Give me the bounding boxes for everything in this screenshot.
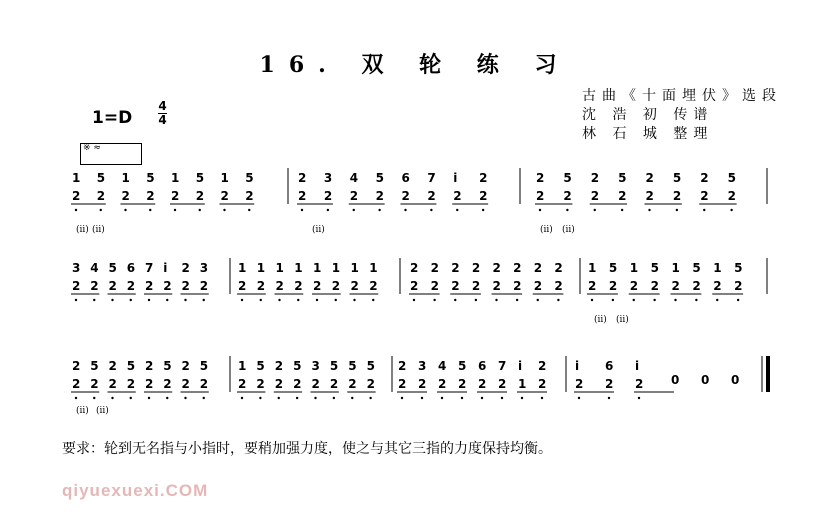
lower-note: 2	[608, 279, 618, 293]
lower-note: 2	[220, 189, 229, 203]
low-octave-dot	[259, 397, 261, 399]
low-octave-dot	[501, 397, 503, 399]
low-octave-dot	[537, 299, 539, 301]
upper-note: 6	[401, 171, 410, 185]
rest-note: 0	[671, 373, 680, 387]
upper-note: 5	[126, 359, 136, 373]
lower-note: 2	[294, 279, 303, 293]
lower-note: 2	[238, 377, 247, 391]
upper-note: 5	[348, 359, 357, 373]
low-octave-dot	[203, 299, 205, 301]
upper-note: 5	[245, 171, 254, 185]
lower-note: 2	[96, 189, 106, 203]
lower-note: 2	[72, 377, 81, 391]
lower-note: 2	[533, 279, 543, 293]
upper-note: 3	[199, 261, 209, 275]
lower-note: 2	[256, 279, 266, 293]
low-octave-dot	[184, 299, 186, 301]
low-octave-dot	[75, 299, 77, 301]
low-octave-dot	[100, 209, 102, 211]
lower-note: 2	[479, 189, 488, 203]
upper-note: i	[453, 171, 458, 185]
low-octave-dot	[278, 299, 280, 301]
low-octave-dot	[148, 397, 150, 399]
lower-note: 2	[498, 377, 507, 391]
lower-note: 2	[492, 279, 501, 293]
credit-editor: 林 石 城 整理	[582, 126, 714, 142]
fingering-label: (ⅱ)	[96, 406, 109, 416]
lower-note: 2	[349, 189, 359, 203]
lower-note: 2	[538, 377, 547, 391]
low-octave-dot	[297, 299, 299, 301]
low-octave-dot	[241, 299, 243, 301]
upper-note: 1	[713, 261, 722, 275]
rest-note: 0	[701, 373, 710, 387]
lower-note: 2	[692, 279, 701, 293]
upper-note: 2	[181, 359, 190, 373]
lower-note: 2	[536, 189, 545, 203]
upper-note: 5	[375, 171, 384, 185]
low-octave-dot	[149, 209, 151, 211]
upper-note: 5	[734, 261, 743, 275]
low-octave-dot	[621, 209, 623, 211]
lower-note: 2	[590, 189, 600, 203]
lower-note: 2	[471, 279, 481, 293]
lower-note: 2	[418, 377, 427, 391]
lower-note: 2	[727, 189, 736, 203]
low-octave-dot	[130, 299, 132, 301]
low-octave-dot	[566, 209, 568, 211]
upper-note: 3	[311, 359, 320, 373]
upper-note: 1	[294, 261, 303, 275]
upper-note: 1	[629, 261, 639, 275]
fingering-label: (ⅱ)	[594, 315, 607, 325]
low-octave-dot	[75, 209, 77, 211]
lower-note: 2	[398, 377, 407, 391]
low-octave-dot	[591, 299, 593, 301]
upper-note: 2	[181, 261, 190, 275]
low-octave-dot	[539, 209, 541, 211]
upper-note: i	[635, 359, 640, 373]
low-octave-dot	[184, 397, 186, 399]
upper-note: 5	[293, 359, 302, 373]
low-octave-dot	[737, 299, 739, 301]
fingering-label: (ⅱ)	[562, 225, 575, 235]
upper-note: 7	[498, 359, 507, 373]
low-octave-dot	[516, 299, 518, 301]
low-octave-dot	[703, 209, 705, 211]
piece-title: 16. 双 轮 练 习	[259, 52, 571, 78]
upper-note: 2	[451, 261, 460, 275]
low-octave-dot	[638, 397, 640, 399]
upper-note: i	[575, 359, 580, 373]
lower-note: 2	[629, 279, 639, 293]
upper-note: 1	[331, 261, 341, 275]
low-octave-dot	[124, 209, 126, 211]
low-octave-dot	[93, 299, 95, 301]
upper-note: 1	[275, 261, 284, 275]
lower-note: 2	[700, 189, 709, 203]
low-octave-dot	[333, 397, 335, 399]
lower-note: 2	[672, 189, 682, 203]
low-octave-dot	[314, 397, 316, 399]
low-octave-dot	[166, 397, 168, 399]
low-octave-dot	[695, 299, 697, 301]
lower-note: 2	[163, 279, 172, 293]
upper-note: 1	[313, 261, 322, 275]
upper-note: 2	[72, 359, 81, 373]
lower-note: 2	[145, 377, 154, 391]
low-octave-dot	[248, 209, 250, 211]
low-octave-dot	[351, 397, 353, 399]
low-octave-dot	[353, 299, 355, 301]
lower-note: 2	[369, 279, 378, 293]
upper-note: 7	[145, 261, 154, 275]
low-octave-dot	[199, 209, 201, 211]
low-octave-dot	[433, 299, 435, 301]
lower-note: 2	[713, 279, 722, 293]
upper-note: 2	[108, 359, 117, 373]
upper-note: 1	[350, 261, 359, 275]
low-octave-dot	[401, 397, 403, 399]
upper-note: 2	[533, 261, 543, 275]
upper-note: 3	[72, 261, 81, 275]
low-octave-dot	[327, 209, 329, 211]
upper-note: 2	[274, 359, 284, 373]
lower-note: 2	[171, 189, 180, 203]
upper-note: 1	[256, 261, 266, 275]
upper-note: 5	[96, 171, 106, 185]
technique-mark-box: ※ ≈	[80, 143, 142, 165]
low-octave-dot	[335, 299, 337, 301]
lower-note: 2	[635, 377, 644, 391]
low-octave-dot	[594, 209, 596, 211]
fingering-label: (ⅱ)	[616, 315, 629, 325]
lower-note: 2	[650, 279, 659, 293]
fingering-label: (ⅱ)	[76, 406, 89, 416]
upper-note: 1	[369, 261, 378, 275]
low-octave-dot	[730, 209, 732, 211]
upper-note: 2	[590, 171, 600, 185]
lower-note: 2	[478, 377, 487, 391]
low-octave-dot	[296, 397, 298, 399]
upper-note: i	[518, 359, 523, 373]
lower-note: 2	[90, 377, 99, 391]
lower-note: 2	[293, 377, 302, 391]
lower-note: 2	[275, 279, 284, 293]
lower-note: 2	[256, 377, 265, 391]
lower-note: 2	[121, 189, 130, 203]
credit-source: 古曲《十面埋伏》选段	[582, 88, 782, 104]
upper-note: 2	[398, 359, 407, 373]
lower-note: 2	[618, 189, 627, 203]
upper-note: 2	[430, 261, 439, 275]
lower-note: 2	[298, 189, 307, 203]
upper-note: 5	[650, 261, 659, 275]
upper-note: 5	[108, 261, 117, 275]
lower-note: 2	[410, 279, 419, 293]
upper-note: 5	[163, 359, 172, 373]
upper-note: 2	[492, 261, 501, 275]
lower-note: 2	[274, 377, 284, 391]
lower-note: 2	[108, 279, 117, 293]
upper-note: 2	[479, 171, 488, 185]
upper-note: 6	[478, 359, 487, 373]
requirement-note: 要求：轮到无名指与小指时，要稍加强力度，使之与其它三指的力度保持均衡。	[62, 441, 552, 457]
upper-note: 5	[256, 359, 265, 373]
upper-note: 1	[171, 171, 180, 185]
lower-note: 2	[163, 377, 172, 391]
low-octave-dot	[378, 209, 380, 211]
upper-note: 5	[672, 171, 682, 185]
lower-note: 2	[575, 377, 584, 391]
low-octave-dot	[716, 299, 718, 301]
lower-note: 2	[348, 377, 357, 391]
lower-note: 2	[145, 279, 154, 293]
lower-note: 2	[195, 189, 205, 203]
low-octave-dot	[441, 397, 443, 399]
upper-note: 2	[645, 171, 654, 185]
lower-note: 2	[453, 189, 462, 203]
upper-note: 5	[608, 261, 618, 275]
upper-note: 2	[298, 171, 307, 185]
low-octave-dot	[93, 397, 95, 399]
upper-note: 2	[554, 261, 563, 275]
lower-note: 2	[181, 377, 190, 391]
lower-note: 2	[72, 279, 81, 293]
upper-note: 5	[727, 171, 736, 185]
fingering-label: (ⅱ)	[312, 225, 325, 235]
low-octave-dot	[413, 299, 415, 301]
lower-note: 2	[645, 189, 654, 203]
low-octave-dot	[541, 397, 543, 399]
lower-note: 2	[238, 279, 247, 293]
lower-note: 2	[734, 279, 743, 293]
upper-note: 1	[220, 171, 229, 185]
upper-note: 1	[121, 171, 130, 185]
low-octave-dot	[495, 299, 497, 301]
lower-note: 2	[513, 279, 522, 293]
upper-note: 5	[458, 359, 467, 373]
low-octave-dot	[612, 299, 614, 301]
upper-note: 5	[563, 171, 572, 185]
upper-note: 6	[126, 261, 136, 275]
low-octave-dot	[111, 397, 113, 399]
upper-note: 2	[700, 171, 709, 185]
lower-note: 2	[401, 189, 410, 203]
upper-note: 3	[323, 171, 333, 185]
low-octave-dot	[633, 299, 635, 301]
low-octave-dot	[404, 209, 406, 211]
upper-note: 5	[90, 359, 99, 373]
lower-note: 2	[181, 279, 190, 293]
low-octave-dot	[578, 397, 580, 399]
upper-note: 2	[145, 359, 154, 373]
low-octave-dot	[316, 299, 318, 301]
low-octave-dot	[174, 209, 176, 211]
low-octave-dot	[475, 299, 477, 301]
upper-note: 5	[366, 359, 375, 373]
low-octave-dot	[430, 209, 432, 211]
credit-transmitter: 沈 浩 初 传谱	[582, 107, 714, 123]
low-octave-dot	[521, 397, 523, 399]
upper-note: 3	[418, 359, 427, 373]
low-octave-dot	[148, 299, 150, 301]
upper-note: 4	[349, 171, 359, 185]
low-octave-dot	[372, 299, 374, 301]
lower-note: 2	[458, 377, 467, 391]
low-octave-dot	[111, 299, 113, 301]
lower-note: 2	[313, 279, 322, 293]
upper-note: 2	[536, 171, 545, 185]
lower-note: 2	[90, 279, 99, 293]
fingering-label: (ⅱ)	[76, 225, 89, 235]
upper-note: 5	[146, 171, 155, 185]
lower-note: 1	[518, 377, 527, 391]
low-octave-dot	[278, 397, 280, 399]
upper-note: 1	[238, 359, 247, 373]
low-octave-dot	[481, 397, 483, 399]
lower-note: 2	[108, 377, 117, 391]
lower-note: 2	[323, 189, 333, 203]
upper-note: 5	[195, 171, 205, 185]
low-octave-dot	[454, 299, 456, 301]
low-octave-dot	[461, 397, 463, 399]
low-octave-dot	[421, 397, 423, 399]
low-octave-dot	[608, 397, 610, 399]
upper-note: 1	[671, 261, 680, 275]
upper-note: 2	[538, 359, 547, 373]
lower-note: 2	[331, 279, 341, 293]
upper-note: 5	[199, 359, 209, 373]
low-octave-dot	[482, 209, 484, 211]
low-octave-dot	[130, 397, 132, 399]
low-octave-dot	[241, 397, 243, 399]
low-octave-dot	[676, 209, 678, 211]
upper-note: 2	[513, 261, 522, 275]
low-octave-dot	[223, 209, 225, 211]
lower-note: 2	[427, 189, 436, 203]
upper-note: 2	[410, 261, 419, 275]
lower-note: 2	[375, 189, 384, 203]
final-barline-thick	[766, 356, 770, 392]
upper-note: 2	[471, 261, 481, 275]
upper-note: 1	[72, 171, 81, 185]
lower-note: 2	[438, 377, 447, 391]
low-octave-dot	[674, 299, 676, 301]
low-octave-dot	[75, 397, 77, 399]
low-octave-dot	[653, 299, 655, 301]
lower-note: 2	[311, 377, 320, 391]
lower-note: 2	[126, 377, 136, 391]
low-octave-dot	[166, 299, 168, 301]
lower-note: 2	[366, 377, 375, 391]
lower-note: 2	[350, 279, 359, 293]
lower-note: 2	[588, 279, 597, 293]
upper-note: 7	[427, 171, 436, 185]
lower-note: 2	[329, 377, 339, 391]
lower-note: 2	[451, 279, 460, 293]
lower-note: 2	[245, 189, 254, 203]
lower-note: 2	[554, 279, 563, 293]
key-signature: 1=D	[92, 108, 133, 128]
low-octave-dot	[456, 209, 458, 211]
lower-note: 2	[199, 279, 209, 293]
low-octave-dot	[648, 209, 650, 211]
lower-note: 2	[430, 279, 439, 293]
rest-note: 0	[731, 373, 740, 387]
lower-note: 2	[199, 377, 209, 391]
lower-note: 2	[146, 189, 155, 203]
low-octave-dot	[260, 299, 262, 301]
upper-note: 4	[90, 261, 99, 275]
lower-note: 2	[605, 377, 614, 391]
time-signature-bottom: 4	[158, 113, 167, 127]
low-octave-dot	[203, 397, 205, 399]
upper-note: 1	[238, 261, 247, 275]
low-octave-dot	[557, 299, 559, 301]
lower-note: 2	[671, 279, 680, 293]
upper-note: 5	[692, 261, 701, 275]
fingering-label: (ⅱ)	[540, 225, 553, 235]
site-watermark: qiyuexuexi.COM	[62, 481, 209, 500]
upper-note: 5	[618, 171, 627, 185]
low-octave-dot	[369, 397, 371, 399]
upper-note: i	[163, 261, 168, 275]
upper-note: 4	[438, 359, 447, 373]
fingering-label: (ⅱ)	[92, 225, 105, 235]
low-octave-dot	[301, 209, 303, 211]
low-octave-dot	[353, 209, 355, 211]
upper-note: 6	[605, 359, 614, 373]
time-signature-top: 4	[158, 99, 167, 113]
lower-note: 2	[126, 279, 136, 293]
upper-note: 1	[588, 261, 597, 275]
lower-note: 2	[72, 189, 81, 203]
lower-note: 2	[563, 189, 572, 203]
upper-note: 5	[329, 359, 339, 373]
